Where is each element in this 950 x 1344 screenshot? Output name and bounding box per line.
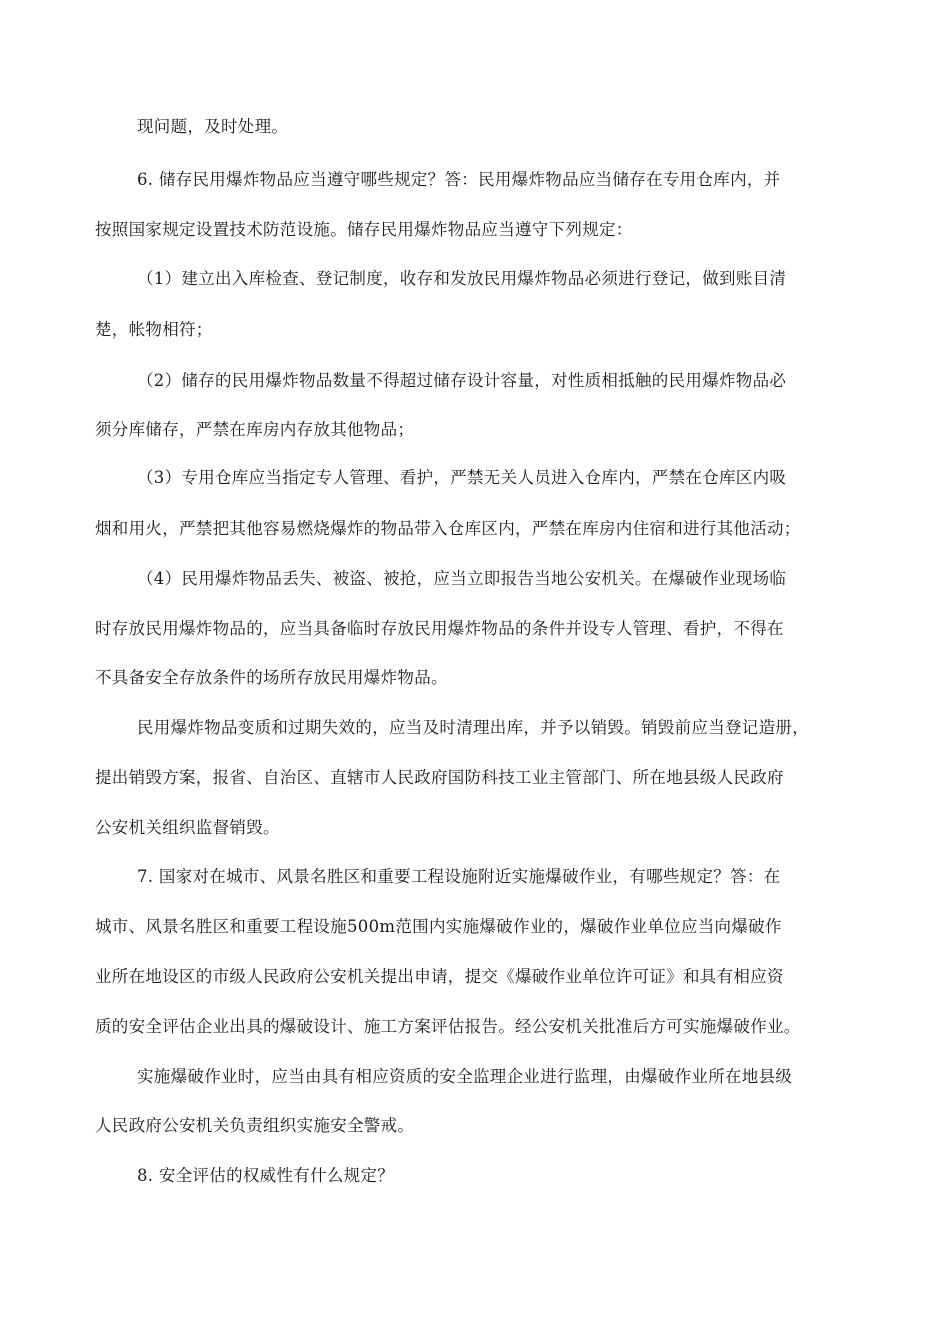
text-line: 烟和用火，严禁把其他容易燃烧爆炸的物品带入仓库区内，严禁在库房内住宿和进行其他活动； [95,519,801,538]
text-line: 时存放民用爆炸物品的，应当具备临时存放民用爆炸物品的条件并设专人管理、看护，不得在 [95,619,784,638]
text-line: 7. 国家对在城市、风景名胜区和重要工程设施附近实施爆破作业，有哪些规定？答：在 [137,867,781,886]
text-line: 楚，帐物相符； [95,320,213,339]
text-line: 须分库储存，严禁在库房内存放其他物品； [95,420,415,439]
text-line: 现问题，及时处理。 [137,117,289,136]
text-line: 人民政府公安机关负责组织实施安全警戒。 [95,1116,415,1135]
text-line: 不具备安全存放条件的场所存放民用爆炸物品。 [95,668,448,687]
text-line: 按照国家规定设置技术防范设施。储存民用爆炸物品应当遵守下列规定： [95,220,633,239]
text-line: 公安机关组织监督销毁。 [95,818,280,837]
text-line: （3）专用仓库应当指定专人管理、看护，严禁无关人员进入仓库内，严禁在仓库区内吸 [137,468,787,487]
text-line: 6. 储存民用爆炸物品应当遵守哪些规定？答：民用爆炸物品应当储存在专用仓库内，并 [137,170,781,189]
text-line: 实施爆破作业时，应当由具有相应资质的安全监理企业进行监理，由爆破作业所在地县级 [137,1067,793,1086]
text-line: 质的安全评估企业出具的爆破设计、施工方案评估报告。经公安机关批准后方可实施爆破作业。 [95,1017,801,1036]
text-line: 民用爆炸物品变质和过期失效的，应当及时清理出库，并予以销毁。销毁前应当登记造册， [137,718,809,737]
text-line: 城市、风景名胜区和重要工程设施500m范围内实施爆破作业的，爆破作业单位应当向爆破作 [95,917,782,936]
text-line: 业所在地设区的市级人民政府公安机关提出申请，提交《爆破作业单位许可证》和具有相应资 [95,967,784,986]
text-line: （4）民用爆炸物品丢失、被盗、被抢，应当立即报告当地公安机关。在爆破作业现场临 [137,569,787,588]
text-line: （1）建立出入库检查、登记制度，收存和发放民用爆炸物品必须进行登记，做到账目清 [137,269,787,288]
text-line: 8. 安全评估的权威性有什么规定？ [137,1166,395,1185]
text-line: 提出销毁方案，报省、自治区、直辖市人民政府国防科技工业主管部门、所在地县级人民政府 [95,768,784,787]
text-line: （2）储存的民用爆炸物品数量不得超过储存设计容量，对性质相抵触的民用爆炸物品必 [137,371,787,390]
